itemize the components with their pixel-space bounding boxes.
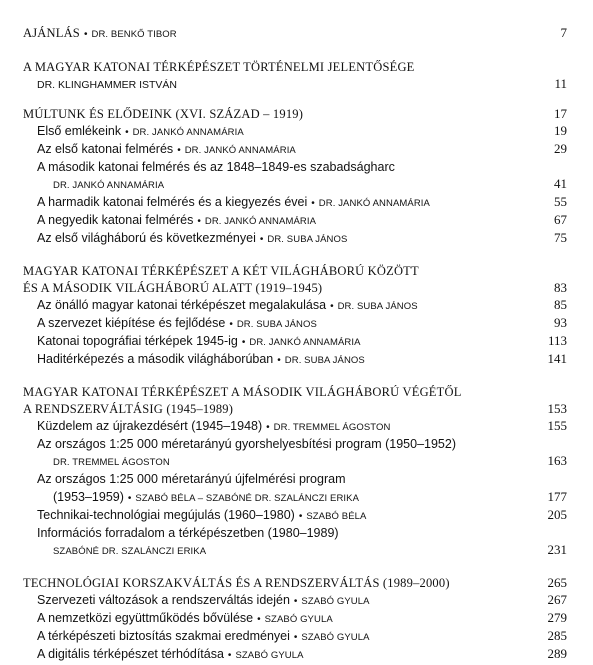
entry-author: DR. TREMMEL ÁGOSTON	[53, 457, 170, 468]
toc-entry	[0, 262, 593, 280]
page-number: 177	[547, 489, 567, 504]
entry-author: DR. SUBA JÁNOS	[337, 301, 418, 312]
entry-title: Első emlékeink	[37, 124, 122, 138]
toc-entry	[0, 229, 593, 247]
separator-bullet: •	[177, 145, 181, 156]
page-number: 267	[547, 592, 567, 607]
toc-entry	[0, 591, 593, 609]
toc-entry	[0, 58, 593, 76]
entry-title: Az első katonai felmérés	[37, 142, 174, 156]
entry-title: A negyedik katonai felmérés	[37, 213, 194, 227]
entry-author: DR. JANKÓ ANNAMÁRIA	[249, 337, 361, 348]
entry-title: Az önálló magyar katonai térképészet megalakulása	[37, 298, 327, 312]
toc-entry	[0, 383, 593, 401]
entry-title: A térképészeti biztosítás szakmai eredményei	[37, 629, 290, 643]
entry-title: Az országos 1:25 000 méretarányú gyorshelyesbítési program (1950–1952)	[37, 437, 456, 451]
toc-entry	[0, 452, 593, 470]
entry-author: SZABÓ GYULA	[264, 614, 333, 625]
entry-author: SZABÓ BÉLA – SZABÓNÉ DR. SZALÁNCZI ERIKA	[135, 493, 360, 504]
entry-author: SZABÓNÉ DR. SZALÁNCZI ERIKA	[53, 546, 207, 557]
toc-entry	[0, 105, 593, 123]
page-number: 279	[547, 610, 567, 625]
toc-entry	[0, 175, 593, 193]
entry-author: DR. JANKÓ ANNAMÁRIA	[318, 198, 430, 209]
toc-entry	[0, 645, 593, 663]
toc-entry	[0, 296, 593, 314]
entry-title: (1953–1959)	[53, 490, 124, 504]
separator-bullet: •	[266, 422, 270, 433]
page-number: 155	[547, 418, 567, 433]
separator-bullet: •	[241, 337, 246, 348]
entry-title: Az első világháború és következményei	[37, 231, 256, 245]
entry-author: DR. JANKÓ ANNAMÁRIA	[132, 127, 244, 138]
separator-bullet: •	[259, 234, 264, 245]
entry-author: DR. SUBA JÁNOS	[284, 355, 365, 366]
entry-author: DR. JANKÓ ANNAMÁRIA	[184, 145, 296, 156]
page-number: 163	[547, 453, 567, 468]
entry-title: Katonai topográfiai térképek 1945-ig	[37, 334, 238, 348]
page-number: 17	[554, 106, 567, 121]
separator-bullet: •	[298, 511, 303, 522]
separator-bullet: •	[227, 650, 232, 661]
entry-author: DR. JANKÓ ANNAMÁRIA	[204, 216, 317, 227]
toc-entry	[0, 24, 593, 42]
section-heading: AJÁNLÁS	[23, 26, 80, 40]
toc-entry	[0, 417, 593, 435]
entry-author: DR. TREMMEL ÁGOSTON	[273, 422, 391, 433]
entry-author: SZABÓ GYULA	[301, 596, 370, 607]
entry-author: DR. SUBA JÁNOS	[236, 319, 317, 330]
separator-bullet: •	[311, 198, 315, 209]
page-number: 55	[554, 194, 567, 209]
toc-entry	[0, 211, 593, 229]
page-number: 41	[554, 176, 567, 191]
toc-entry	[0, 435, 593, 453]
toc-entry	[0, 506, 593, 524]
entry-title: A szervezet kiépítése és fejlődése	[37, 316, 226, 330]
entry-author: SZABÓ GYULA	[235, 650, 304, 661]
toc-entry	[0, 158, 593, 176]
toc-entry	[0, 470, 593, 488]
page-number: 205	[547, 507, 567, 522]
toc-entry	[0, 574, 593, 592]
page-number: 289	[547, 646, 567, 661]
toc-entry	[0, 332, 593, 350]
page-number: 141	[547, 351, 567, 366]
entry-title: A harmadik katonai felmérés és a kiegyezés évei	[37, 195, 308, 209]
entry-title: A második katonai felmérés és az 1848–1849-es szabadságharc	[37, 160, 395, 174]
entry-author: DR. JANKÓ ANNAMÁRIA	[53, 180, 165, 191]
entry-author: DR. SUBA JÁNOS	[267, 234, 348, 245]
entry-title: Az országos 1:25 000 méretarányú újfelmérési program	[37, 472, 346, 486]
page-number: 7	[560, 25, 567, 40]
entry-title: Szervezeti változások a rendszerváltás idején	[37, 593, 290, 607]
toc-entry	[0, 627, 593, 645]
entry-author: SZABÓ GYULA	[301, 632, 370, 643]
entry-title: Technikai-technológiai megújulás (1960–1980)	[37, 508, 295, 522]
entry-title: A nemzetközi együttműködés bővülése	[37, 611, 254, 625]
page-number: 231	[547, 542, 567, 557]
toc-entry	[0, 400, 593, 418]
page-number: 11	[554, 76, 567, 91]
section-heading: ÉS A MÁSODIK VILÁGHÁBORÚ ALATT (1919–1945)	[23, 281, 323, 295]
separator-bullet: •	[293, 632, 298, 643]
entry-title: A digitális térképészet térhódítása	[37, 647, 224, 661]
entry-title: Haditérképezés a második világháborúban	[37, 352, 274, 366]
page-number: 19	[554, 123, 567, 138]
page-number: 83	[554, 280, 567, 295]
toc-entry	[0, 350, 593, 368]
separator-bullet: •	[330, 301, 334, 312]
toc-entry	[0, 609, 593, 627]
page-number: 265	[547, 575, 567, 590]
separator-bullet: •	[83, 29, 88, 40]
section-heading: MAGYAR KATONAI TÉRKÉPÉSZET A MÁSODIK VILÁGHÁBORÚ VÉGÉTŐL	[23, 385, 462, 399]
entry-author: SZABÓ BÉLA	[306, 511, 367, 522]
page-number: 285	[547, 628, 567, 643]
toc-entry	[0, 541, 593, 559]
entry-author: DR. BENKŐ TIBOR	[91, 29, 177, 40]
toc-entry	[0, 140, 593, 158]
section-heading: A MAGYAR KATONAI TÉRKÉPÉSZET TÖRTÉNELMI JELENTŐSÉGE	[23, 60, 415, 74]
entry-title: Információs forradalom a térképészetben (1980–1989)	[37, 526, 339, 540]
section-heading: MAGYAR KATONAI TÉRKÉPÉSZET A KÉT VILÁGHÁBORÚ KÖZÖTT	[23, 264, 419, 278]
page-number: 153	[547, 401, 567, 416]
toc-entry	[0, 122, 593, 140]
separator-bullet: •	[293, 596, 298, 607]
toc-entry	[0, 488, 593, 506]
separator-bullet: •	[257, 614, 261, 625]
section-heading: A RENDSZERVÁLTÁSIG (1945–1989)	[23, 402, 234, 416]
page-number: 113	[547, 333, 567, 348]
separator-bullet: •	[127, 493, 132, 504]
page-number: 85	[554, 297, 567, 312]
page-number: 67	[554, 212, 567, 227]
page-number: 29	[554, 141, 567, 156]
separator-bullet: •	[197, 216, 201, 227]
toc-entry	[0, 279, 593, 297]
toc-entry	[0, 314, 593, 332]
section-heading: TECHNOLÓGIAI KORSZAKVÁLTÁS ÉS A RENDSZERVÁLTÁS (1989–2000)	[23, 576, 450, 590]
page-number: 75	[554, 230, 567, 245]
separator-bullet: •	[125, 127, 129, 138]
toc-entry	[0, 193, 593, 211]
toc-entry	[0, 75, 593, 93]
separator-bullet: •	[229, 319, 233, 330]
section-heading: MÚLTUNK ÉS ELŐDEINK (XVI. SZÁZAD – 1919)	[23, 107, 304, 121]
entry-author: DR. KLINGHAMMER ISTVÁN	[37, 79, 178, 91]
separator-bullet: •	[277, 355, 281, 366]
entry-title: Küzdelem az újrakezdésért (1945–1948)	[37, 419, 263, 433]
page-number: 93	[554, 315, 567, 330]
toc-entry	[0, 524, 593, 542]
